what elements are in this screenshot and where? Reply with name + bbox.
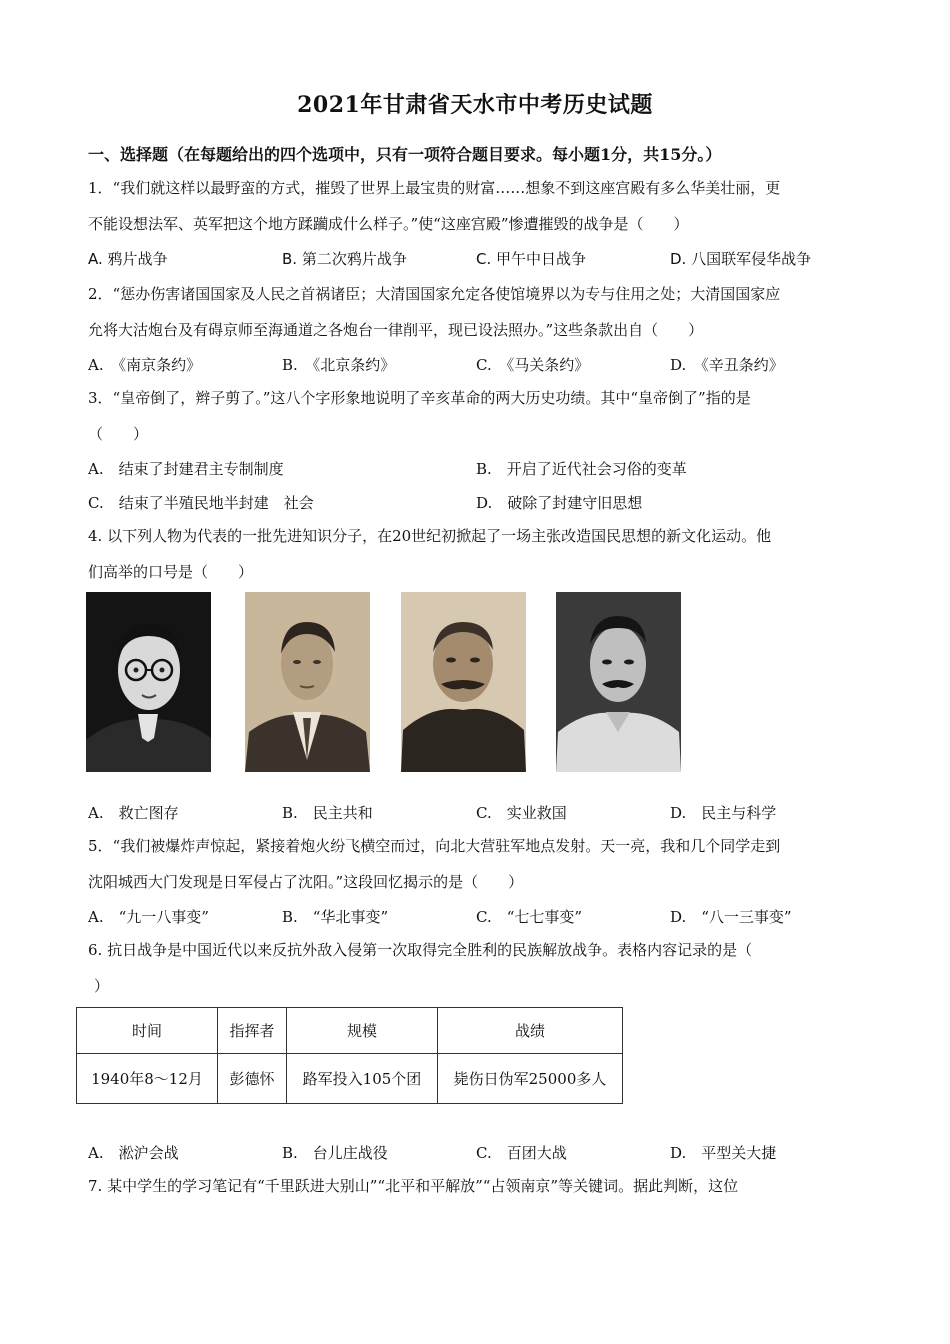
question-4-option-d[interactable]: D. 民主与科学 xyxy=(670,804,777,822)
question-3-option-c[interactable]: C. 结束了半殖民地半封建 社会 xyxy=(88,494,314,512)
table-header-cell: 指挥者 xyxy=(218,1008,287,1054)
question-4-line-1: 4. 以下列人物为代表的一批先进知识分子，在20世纪初掀起了一场主张改造国民思想的新文化运动。他 xyxy=(88,527,772,545)
question-3-line-2: （ ） xyxy=(88,425,149,443)
question-6-option-d[interactable]: D. 平型关大捷 xyxy=(670,1144,777,1162)
portrait-photo-3 xyxy=(401,592,526,772)
table-header-row xyxy=(77,1008,623,1054)
table-row xyxy=(77,1054,623,1104)
portrait-photo-1 xyxy=(86,592,211,772)
question-5-line-1: 5．“我们被爆炸声惊起，紧接着炮火纷飞横空而过，向北大营驻军地点发射。天一亮，我和几个同学走到 xyxy=(88,837,781,855)
section-heading: 一、选择题（在每题给出的四个选项中，只有一项符合题目要求。每小题1分，共15分。） xyxy=(88,145,722,164)
portrait-photo-2 xyxy=(245,592,370,772)
question-7-line-1: 7. 某中学生的学习笔记有“千里跃进大别山”“北平和平解放”“占领南京”等关键词。据此判断，这位 xyxy=(88,1177,739,1195)
question-2-line-1: 2．“惩办伤害诸国国家及人民之首祸诸臣；大清国国家允定各使馆境界以为专与住用之处；大清国国家应 xyxy=(88,285,781,303)
question-5-option-b[interactable]: B. “华北事变” xyxy=(282,908,389,926)
question-3-option-d[interactable]: D. 破除了封建守旧思想 xyxy=(476,494,643,512)
question-4-option-a[interactable]: A. 救亡图存 xyxy=(88,804,179,822)
question-5-option-c[interactable]: C. “七七事变” xyxy=(476,908,583,926)
question-1-option-b[interactable]: B. 第二次鸦片战争 xyxy=(282,250,407,268)
question-1-line-2: 不能设想法军、英军把这个地方蹂躏成什么样子。”使“这座宫殿”惨遭摧毁的战争是（ ） xyxy=(88,215,689,233)
question-3-line-1: 3．“皇帝倒了，辫子剪了。”这八个字形象地说明了辛亥革命的两大历史功绩。其中“皇帝倒了”指的是 xyxy=(88,389,751,407)
question-2-option-a[interactable]: A. 《南京条约》 xyxy=(88,356,202,374)
table-cell: 1940年8～12月 xyxy=(77,1054,218,1104)
question-1-option-a[interactable]: A. 鸦片战争 xyxy=(88,250,168,268)
question-3-option-a[interactable]: A. 结束了封建君主专制制度 xyxy=(88,460,284,478)
question-4-option-c[interactable]: C. 实业救国 xyxy=(476,804,567,822)
table-header-cell: 时间 xyxy=(77,1008,218,1054)
question-2-option-d[interactable]: D. 《辛丑条约》 xyxy=(670,356,784,374)
question-6-table xyxy=(76,1007,623,1104)
table-cell: 路军投入105个团 xyxy=(287,1054,438,1104)
table-header-cell: 战绩 xyxy=(438,1008,623,1054)
question-1-line-1: 1．“我们就这样以最野蛮的方式，摧毁了世界上最宝贵的财富……想象不到这座宫殿有多么华美壮丽，更 xyxy=(88,179,781,197)
question-5-option-d[interactable]: D. “八一三事变” xyxy=(670,908,792,926)
table-cell: 毙伤日伪军25000多人 xyxy=(438,1054,623,1104)
question-3-option-b[interactable]: B. 开启了近代社会习俗的变革 xyxy=(476,460,687,478)
question-1-option-c[interactable]: C. 甲午中日战争 xyxy=(476,250,587,268)
question-6-line-1: 6. 抗日战争是中国近代以来反抗外敌入侵第一次取得完全胜利的民族解放战争。表格内容记录的是（ xyxy=(88,941,753,959)
question-6-line-2: ） xyxy=(94,977,110,995)
portrait-photo-4 xyxy=(556,592,681,772)
table-header-cell: 规模 xyxy=(287,1008,438,1054)
question-5-option-a[interactable]: A. “九一八事变” xyxy=(88,908,209,926)
question-4-option-b[interactable]: B. 民主共和 xyxy=(282,804,373,822)
question-2-line-2: 允将大沽炮台及有碍京师至海通道之各炮台一律削平，现已设法照办。”这些条款出自（ ） xyxy=(88,321,704,339)
question-4-line-2: 们高举的口号是（ ） xyxy=(88,563,254,581)
question-6-option-a[interactable]: A. 淞沪会战 xyxy=(88,1144,179,1162)
question-6-option-b[interactable]: B. 台儿庄战役 xyxy=(282,1144,388,1162)
question-2-option-c[interactable]: C. 《马关条约》 xyxy=(476,356,590,374)
page-title: 2021年甘肃省天水市中考历史试题 xyxy=(297,92,653,118)
question-1-option-d[interactable]: D. 八国联军侵华战争 xyxy=(670,250,812,268)
question-2-option-b[interactable]: B. 《北京条约》 xyxy=(282,356,396,374)
table-cell: 彭德怀 xyxy=(218,1054,287,1104)
question-5-line-2: 沈阳城西大门发现是日军侵占了沈阳。”这段回忆揭示的是（ ） xyxy=(88,873,524,891)
question-6-option-c[interactable]: C. 百团大战 xyxy=(476,1144,567,1162)
